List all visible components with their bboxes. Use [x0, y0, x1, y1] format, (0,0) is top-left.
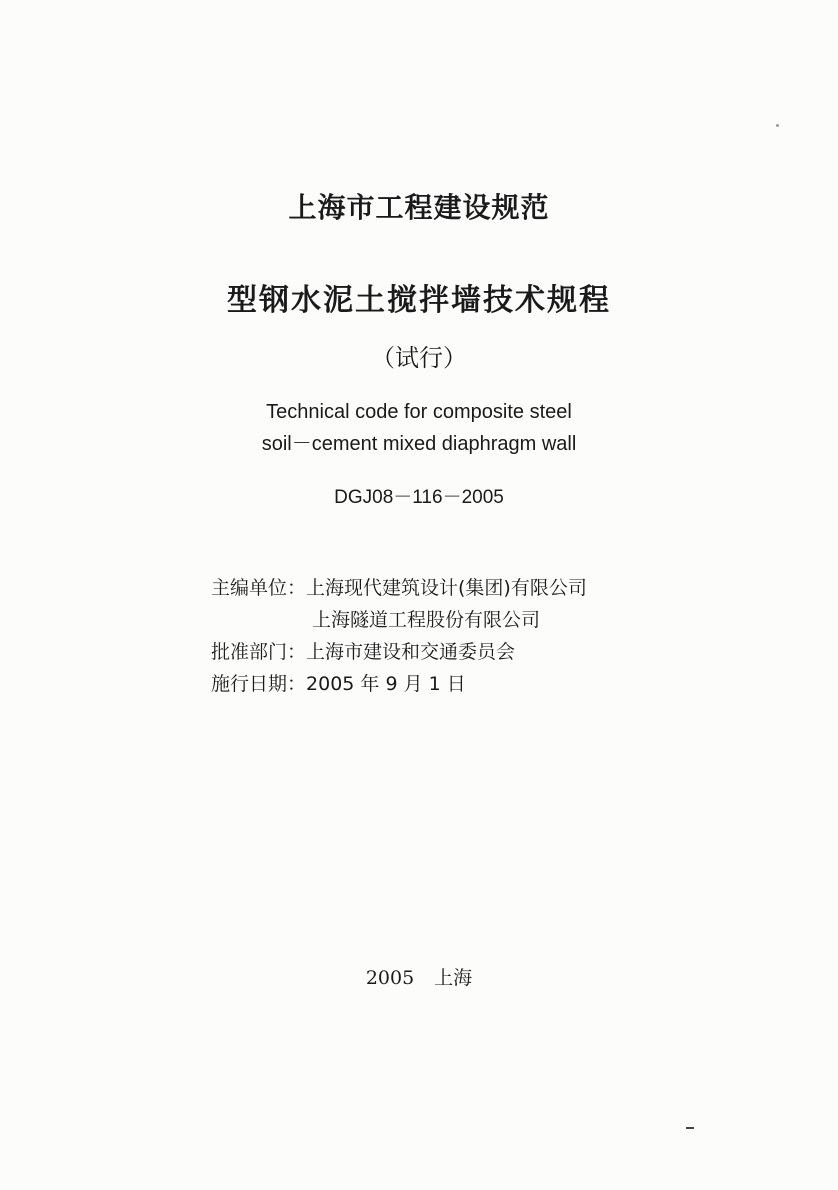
publication-footer	[0, 963, 838, 990]
english-title	[0, 396, 838, 460]
footer-year: 2005	[365, 967, 415, 989]
effective-date: 2005 年 9 月 1 日	[306, 673, 466, 695]
standard-code: DGJ08－116－2005	[334, 487, 504, 508]
editor-1: 上海现代建筑设计(集团)有限公司	[306, 577, 587, 599]
editor-row	[211, 572, 587, 604]
effective-row	[211, 668, 587, 700]
effective-label: 施行日期：	[211, 673, 307, 695]
trial-note: （试行）	[371, 344, 467, 372]
english-title-line-1: Technical code for composite steel	[266, 401, 572, 423]
approver-label: 批准部门：	[211, 641, 307, 663]
scan-speck	[776, 124, 779, 127]
editor-2: 上海隧道工程股份有限公司	[312, 609, 541, 631]
approver-row	[211, 636, 587, 668]
english-title-line-2: soil－cement mixed diaphragm wall	[261, 433, 577, 455]
series-title: 上海市工程建设规范	[288, 191, 550, 224]
editor-label: 主编单位：	[211, 577, 307, 599]
scan-speck	[686, 1127, 694, 1129]
approver: 上海市建设和交通委员会	[306, 641, 516, 663]
main-title: 型钢水泥土搅拌墙技术规程	[227, 283, 611, 318]
editor-row-2	[211, 604, 587, 636]
footer-city: 上海	[434, 967, 473, 989]
publication-info	[211, 572, 587, 700]
